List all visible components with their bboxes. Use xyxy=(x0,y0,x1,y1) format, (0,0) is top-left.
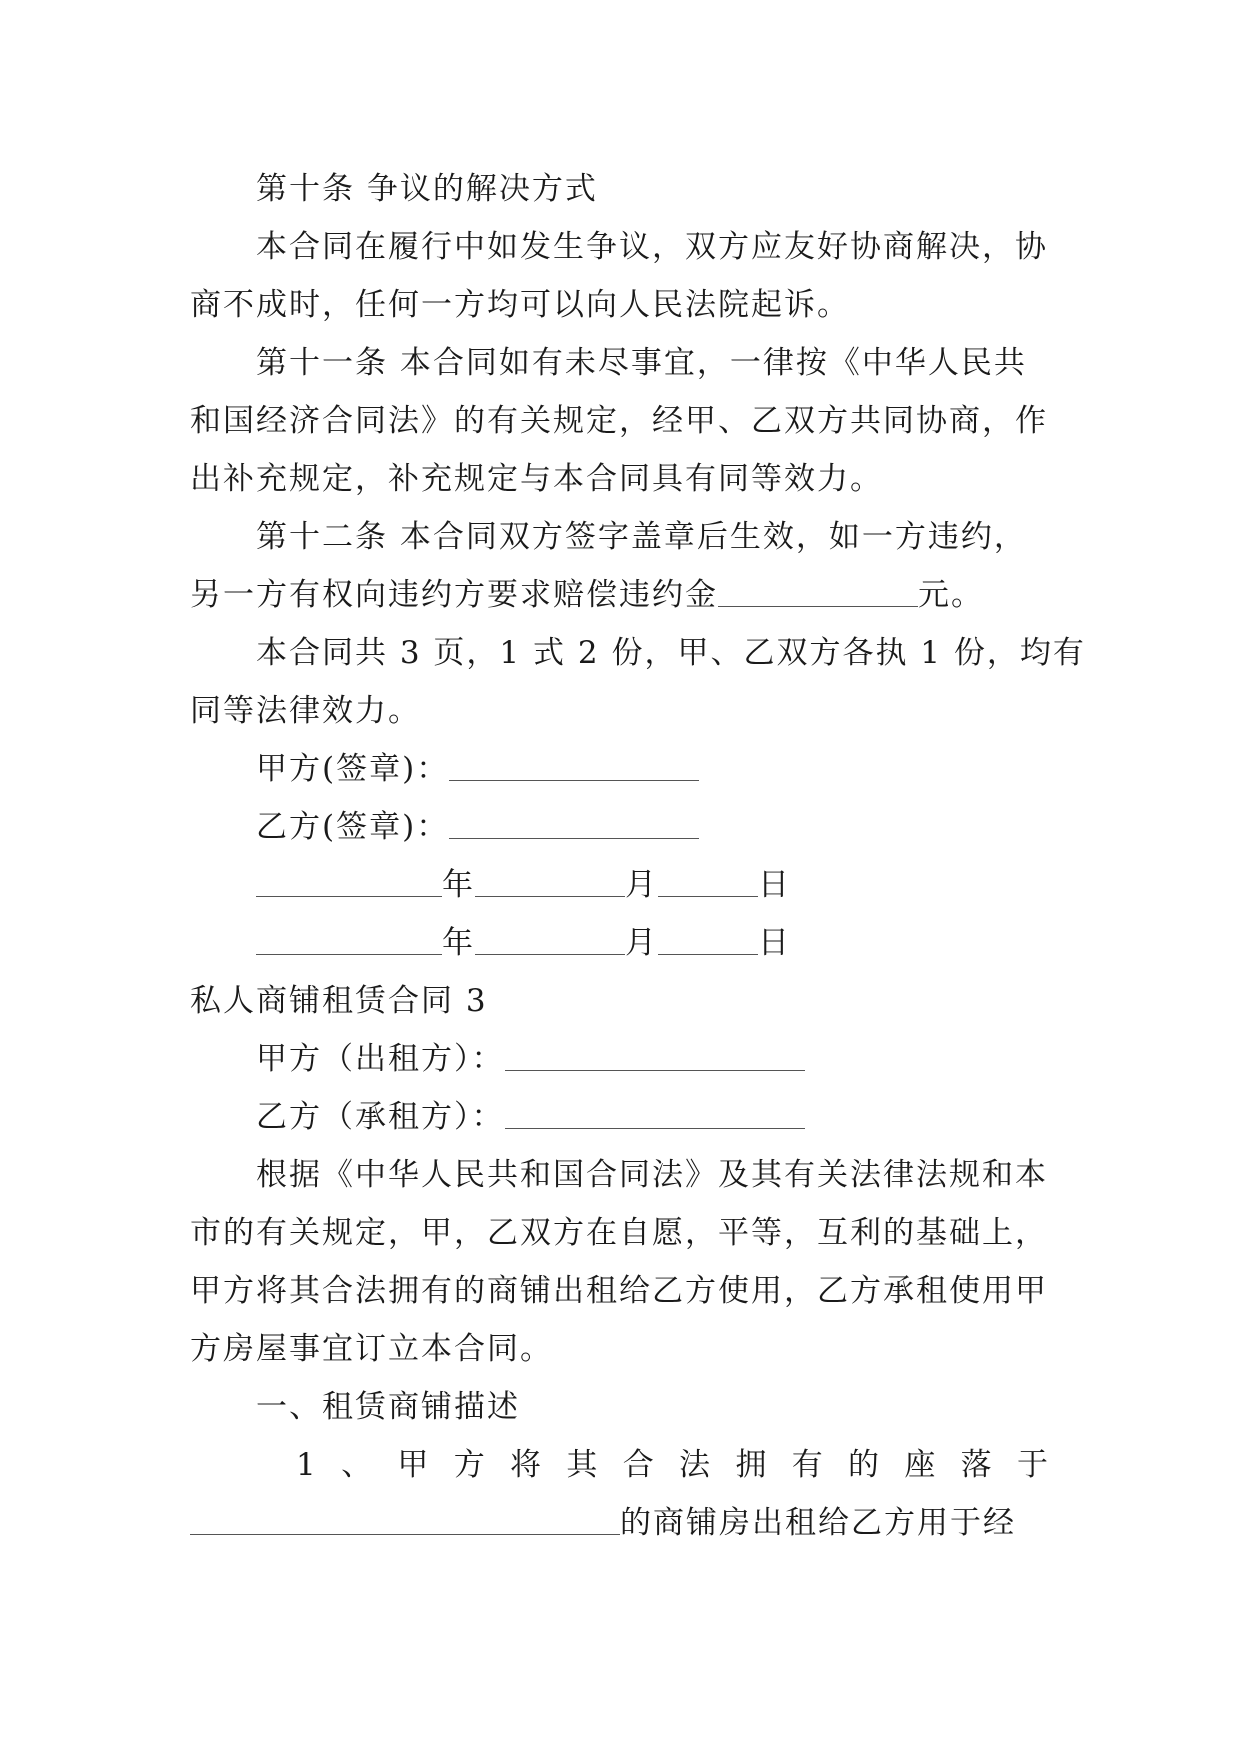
article-12-line-1: 第十二条 本合同双方签字盖章后生效，如一方违约， xyxy=(256,519,1027,555)
party-a-signature-blank xyxy=(449,750,699,781)
date-2-year-label: 年 xyxy=(442,925,475,961)
lessee-line xyxy=(256,1088,805,1146)
lessor-label: 甲方（出租方）： xyxy=(256,1041,505,1077)
date-1-day-label: 日 xyxy=(758,867,791,903)
item-1-char: 于 xyxy=(1017,1447,1050,1483)
item-1-char: 甲 xyxy=(397,1447,431,1483)
item-1-char: 的 xyxy=(848,1447,882,1483)
item-1-char: 其 xyxy=(566,1447,600,1483)
preamble-line-2: 市的有关规定，甲，乙双方在自愿，平等，互利的基础上， xyxy=(190,1215,1048,1251)
article-11-line-3: 出补充规定，补充规定与本合同具有同等效力。 xyxy=(190,461,883,497)
party-a-signature xyxy=(256,740,699,798)
item-1-char: 落 xyxy=(960,1447,994,1483)
date-2-month-blank xyxy=(475,924,625,955)
preamble-line-3: 甲方将其合法拥有的商铺出租给乙方使用，乙方承租使用甲 xyxy=(190,1273,1048,1309)
copies-line-1: 本合同共 3 页，1 式 2 份，甲、乙双方各执 1 份，均有 xyxy=(256,635,1086,671)
party-b-signature-label: 乙方(签章)： xyxy=(256,809,450,845)
article-10-heading: 第十条 争议的解决方式 xyxy=(256,171,598,207)
lessee-blank xyxy=(505,1098,805,1129)
item-1-line-2 xyxy=(190,1494,1016,1552)
date-1-month-blank xyxy=(475,866,625,897)
item-1-char: 拥 xyxy=(735,1447,769,1483)
item-1-char: 座 xyxy=(904,1447,938,1483)
lessor-blank xyxy=(505,1040,805,1071)
item-1-char: 合 xyxy=(622,1447,656,1483)
date-line-1 xyxy=(256,856,791,914)
date-line-2 xyxy=(256,914,791,972)
item-1-line-1 xyxy=(256,1436,1050,1494)
item-1-char: 、 xyxy=(341,1447,375,1483)
item-1-char: 方 xyxy=(453,1447,487,1483)
copies-line-2: 同等法律效力。 xyxy=(190,693,421,729)
shop-location-blank xyxy=(190,1504,620,1535)
penalty-unit: 元。 xyxy=(918,577,984,613)
article-12-line-2 xyxy=(190,566,984,624)
article-10-text-line-2: 商不成时，任何一方均可以向人民法院起诉。 xyxy=(190,287,850,323)
date-2-month-label: 月 xyxy=(625,925,658,961)
article-10-text-line-1: 本合同在履行中如发生争议，双方应友好协商解决，协 xyxy=(256,229,1048,265)
item-1-char: 将 xyxy=(510,1447,544,1483)
lessor-line xyxy=(256,1030,805,1088)
date-1-year-blank xyxy=(256,866,442,897)
contract-3-title: 私人商铺租赁合同 3 xyxy=(190,983,488,1019)
date-2-day-label: 日 xyxy=(758,925,791,961)
date-2-year-blank xyxy=(256,924,442,955)
article-11-line-1: 第十一条 本合同如有未尽事宜，一律按《中华人民共 xyxy=(256,345,1027,381)
penalty-text: 另一方有权向违约方要求赔偿违约金 xyxy=(190,577,718,613)
date-1-day-blank xyxy=(658,866,758,897)
item-1-line-2-text: 的商铺房出租给乙方用于经 xyxy=(620,1505,1016,1541)
party-b-signature-blank xyxy=(449,808,699,839)
item-1-char: 1 xyxy=(296,1447,318,1483)
lessee-label: 乙方（承租方）： xyxy=(256,1099,505,1135)
party-a-signature-label: 甲方(签章)： xyxy=(256,751,450,787)
item-1-char: 法 xyxy=(679,1447,713,1483)
section-1-heading: 一、租赁商铺描述 xyxy=(256,1389,520,1425)
penalty-amount-blank xyxy=(718,576,918,607)
date-1-year-label: 年 xyxy=(442,867,475,903)
preamble-line-4: 方房屋事宜订立本合同。 xyxy=(190,1331,553,1367)
party-b-signature xyxy=(256,798,699,856)
item-1-char: 有 xyxy=(791,1447,825,1483)
preamble-line-1: 根据《中华人民共和国合同法》及其有关法律法规和本 xyxy=(256,1157,1048,1193)
date-2-day-blank xyxy=(658,924,758,955)
article-11-line-2: 和国经济合同法》的有关规定，经甲、乙双方共同协商，作 xyxy=(190,403,1048,439)
date-1-month-label: 月 xyxy=(625,867,658,903)
